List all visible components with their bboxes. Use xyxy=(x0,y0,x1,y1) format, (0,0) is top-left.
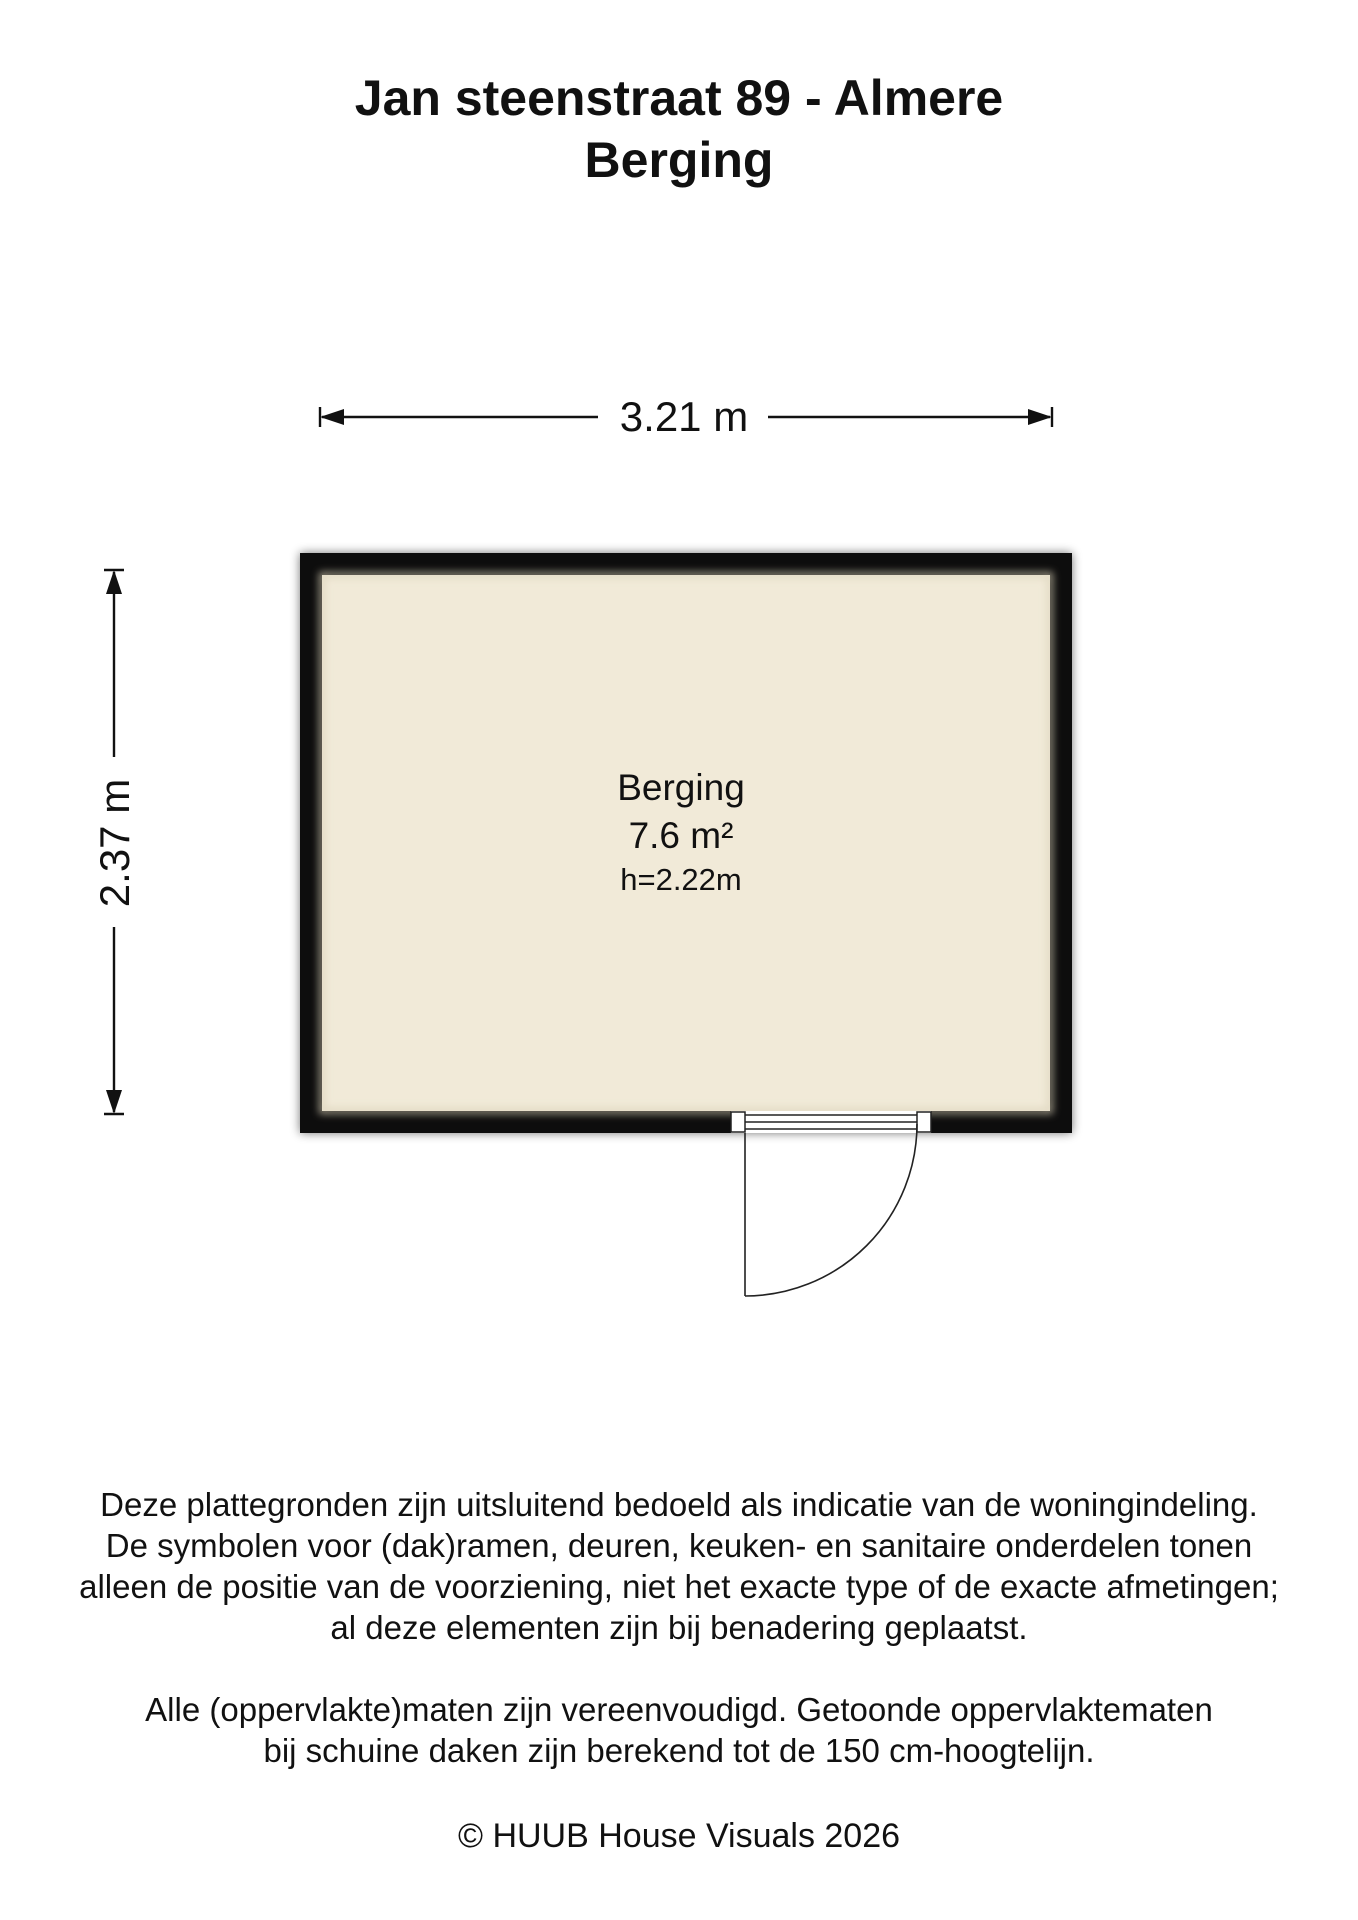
disclaimer-line: al deze elementen zijn bij benadering geplaatst. xyxy=(330,1609,1028,1646)
dimension-arrow-icon xyxy=(320,409,344,425)
room-height: h=2.22m xyxy=(620,862,742,897)
disclaimer-line: Alle (oppervlakte)maten zijn vereenvoudigd. Getoonde oppervlaktematen xyxy=(145,1691,1213,1728)
disclaimer-paragraph-1 xyxy=(0,1484,1358,1648)
plan-subtitle: Berging xyxy=(584,132,774,188)
plan-title: Jan steenstraat 89 - Almere xyxy=(354,70,1004,126)
copyright-notice: © HUUB House Visuals 2026 xyxy=(457,1817,901,1855)
room-label xyxy=(617,767,745,897)
width-dimension xyxy=(320,392,1052,442)
dimension-arrow-icon xyxy=(1028,409,1052,425)
door-swing-icon xyxy=(745,1124,917,1296)
height-dimension-label: 2.37 m xyxy=(91,778,138,908)
disclaimer-line: bij schuine daken zijn berekend tot de 150 cm-hoogtelijn. xyxy=(263,1732,1095,1769)
room-area: 7.6 m² xyxy=(628,815,734,856)
door xyxy=(731,1111,931,1296)
width-dimension-label: 3.21 m xyxy=(619,393,749,440)
disclaimer-line: alleen de positie van de voorziening, niet het exacte type of de exacte afmetingen; xyxy=(79,1568,1279,1605)
dimension-arrow-icon xyxy=(106,1090,122,1114)
disclaimer-line: Deze plattegronden zijn uitsluitend bedoeld als indicatie van de woningindeling. xyxy=(100,1486,1258,1523)
room-name: Berging xyxy=(617,767,745,808)
disclaimer-line: De symbolen voor (dak)ramen, deuren, keuken- en sanitaire onderdelen tonen xyxy=(105,1527,1253,1564)
disclaimer-paragraph-2 xyxy=(0,1689,1358,1771)
height-dimension xyxy=(89,570,139,1114)
dimension-arrow-icon xyxy=(106,570,122,594)
